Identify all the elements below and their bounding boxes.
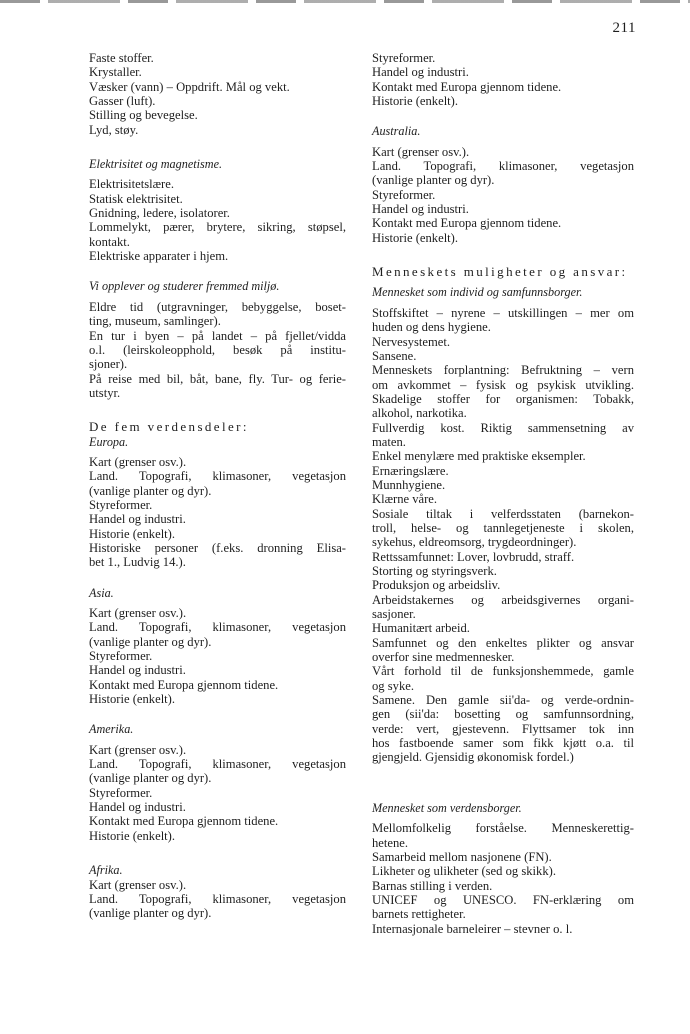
text-line: Barnas stilling i verden. bbox=[372, 878, 493, 893]
text-line: Gnidning, ledere, isolatorer. bbox=[89, 206, 230, 221]
text-line: Nervesystemet. bbox=[372, 334, 450, 349]
right-column bbox=[372, 51, 634, 936]
text-line: Klærne våre. bbox=[372, 492, 438, 507]
left-column bbox=[89, 51, 346, 921]
text-line: (vanlige planter og dyr). bbox=[89, 634, 212, 649]
section-europa bbox=[89, 435, 346, 570]
text-line: ting, museum, samlinger). bbox=[89, 314, 221, 329]
text-line: Kontakt med Europa gjennom tidene. bbox=[372, 79, 562, 94]
page-number: 211 bbox=[612, 20, 636, 36]
text-line: Styreformer. bbox=[89, 649, 153, 664]
section-elektrisitet bbox=[89, 157, 346, 263]
text-line: Historiske personer (f.eks. dronning Elisa- bbox=[89, 540, 346, 555]
text-line: huden og dens hygiene. bbox=[372, 320, 491, 335]
text-line: Ernæringslære. bbox=[372, 463, 449, 478]
text-line: Land. Topografi, klimasoner, vegetasjon bbox=[89, 891, 346, 906]
muligheter-heading: Menneskets muligheter og ansvar: bbox=[372, 264, 628, 280]
text-line: (vanlige planter og dyr). bbox=[89, 906, 212, 921]
text-line: (vanlige planter og dyr). bbox=[89, 771, 212, 786]
text-line: Historie (enkelt). bbox=[372, 94, 459, 109]
text-line: barnets rettigheter. bbox=[372, 907, 466, 922]
text-line: Samarbeid mellom nasjonene (FN). bbox=[372, 849, 552, 864]
text-line: UNICEF og UNESCO. FN-erklæring om bbox=[372, 892, 634, 907]
text-line: Handel og industri. bbox=[89, 663, 186, 678]
text-line: Arbeidstakernes og arbeidsgivernes organi- bbox=[372, 592, 634, 607]
text-line: Munnhygiene. bbox=[372, 477, 446, 492]
verdensdeler-heading: De fem verdensdeler: bbox=[89, 419, 249, 435]
section-stoffer bbox=[89, 51, 346, 137]
text-line: Menneskets forplantning: Befruktning – vern bbox=[372, 363, 634, 378]
text-line: Lyd, støy. bbox=[89, 122, 139, 137]
section-continued bbox=[372, 51, 634, 108]
text-line: Sansene. bbox=[372, 348, 417, 363]
text-line: Kart (grenser osv.). bbox=[372, 144, 470, 159]
text-line: Historie (enkelt). bbox=[89, 526, 176, 541]
text-line: Fullverdig kost. Riktig sammensetning av bbox=[372, 420, 634, 435]
text-line: Styreformer. bbox=[372, 187, 436, 202]
text-line: Handel og industri. bbox=[89, 800, 186, 815]
text-line: (vanlige planter og dyr). bbox=[89, 483, 212, 498]
text-line: sjoner). bbox=[89, 357, 128, 372]
text-line: og syke. bbox=[372, 678, 414, 693]
text-line: kontakt. bbox=[89, 234, 130, 249]
text-line: Samene. Den gamle sii'da- og verde-ordnin- bbox=[372, 693, 634, 708]
text-line: Styreformer. bbox=[89, 497, 153, 512]
text-line: Lommelykt, pærer, brytere, sikring, støpsel, bbox=[89, 220, 346, 235]
text-line: utstyr. bbox=[89, 385, 121, 400]
text-line: Stoffskiftet – nyrene – utskillingen – mer om bbox=[372, 305, 634, 320]
text-line: Styreformer. bbox=[89, 785, 153, 800]
text-line: Kart (grenser osv.). bbox=[89, 606, 187, 620]
text-line: Kart (grenser osv.). bbox=[89, 742, 187, 757]
text-line: Stilling og bevegelse. bbox=[89, 108, 198, 123]
text-line: Land. Topografi, klimasoner, vegetasjon bbox=[89, 469, 346, 484]
text-line: Sosiale tiltak i velferdsstaten (barnekon- bbox=[372, 506, 634, 521]
text-line: hos fastboende samer som fikk kjøtt o.a. til bbox=[372, 736, 634, 751]
text-line: Samfunnet og den enkeltes plikter og ansvar bbox=[372, 635, 634, 650]
section-amerika bbox=[89, 722, 346, 843]
text-line: gjengjeld. Gjensidig økonomisk fordel.) bbox=[372, 750, 574, 765]
text-line: Historie (enkelt). bbox=[372, 230, 459, 245]
text-line: Internasjonale barneleirer – stevner o. l. bbox=[372, 921, 573, 936]
text-line: Faste stoffer. bbox=[89, 51, 154, 65]
section-miljo bbox=[89, 279, 346, 400]
text-line: Kontakt med Europa gjennom tidene. bbox=[372, 216, 562, 231]
text-line: Handel og industri. bbox=[372, 65, 469, 80]
section-australia bbox=[372, 124, 634, 245]
text-line: Kart (grenser osv.). bbox=[89, 877, 187, 892]
section-heading: Europa. bbox=[89, 434, 129, 449]
text-line: Land. Topografi, klimasoner, vegetasjon bbox=[89, 620, 346, 635]
text-line: Likheter og ulikheter (sed og skikk). bbox=[372, 864, 556, 879]
section-heading: Mennesket som verdensborger. bbox=[372, 800, 522, 815]
section-individ bbox=[372, 285, 634, 764]
text-line: Enkel menylære med praktiske eksempler. bbox=[372, 449, 586, 464]
text-line: alkohol, narkotika. bbox=[372, 406, 467, 421]
section-verdensborger bbox=[372, 801, 634, 936]
text-line: Statisk elektrisitet. bbox=[89, 191, 183, 206]
text-line: Storting og styringsverk. bbox=[372, 564, 497, 578]
text-line: Land. Topografi, klimasoner, vegetasjon bbox=[372, 159, 634, 174]
section-heading: Asia. bbox=[89, 585, 114, 600]
text-line: En tur i byen – på landet – på fjellet/vidda bbox=[89, 328, 346, 343]
text-line: Mellomfolkelig forståelse. Menneskerettig- bbox=[372, 821, 634, 836]
text-line: Elektriske apparater i hjem. bbox=[89, 249, 229, 264]
text-line: hetene. bbox=[372, 835, 409, 850]
text-line: Elektrisitetslære. bbox=[89, 177, 174, 192]
section-heading: Afrika. bbox=[89, 863, 123, 878]
text-line: om avkommet – fysisk og psykisk utvikling. bbox=[372, 377, 634, 392]
text-line: Kontakt med Europa gjennom tidene. bbox=[89, 677, 279, 692]
section-heading: Vi opplever og studerer fremmed miljø. bbox=[89, 279, 280, 294]
text-line: Væsker (vann) – Oppdrift. Mål og vekt. bbox=[89, 79, 290, 94]
text-line: Kart (grenser osv.). bbox=[89, 454, 187, 469]
text-line: Eldre tid (utgravninger, bebyggelse, boset- bbox=[89, 299, 346, 314]
text-line: Krystaller. bbox=[89, 65, 142, 80]
top-border-rule bbox=[0, 0, 690, 3]
text-line: bet 1., Ludvig 14.). bbox=[89, 555, 186, 570]
section-heading: Australia. bbox=[372, 124, 421, 139]
section-afrika bbox=[89, 863, 346, 920]
text-line: (vanlige planter og dyr). bbox=[372, 173, 495, 188]
text-line: Styreformer. bbox=[372, 51, 436, 65]
text-line: Kontakt med Europa gjennom tidene. bbox=[89, 814, 279, 829]
text-line: Land. Topografi, klimasoner, vegetasjon bbox=[89, 757, 346, 772]
text-line: sykehus, eldreomsorg, trygdeordninger). bbox=[372, 535, 577, 550]
text-line: sasjoner. bbox=[372, 607, 416, 622]
text-line: Historie (enkelt). bbox=[89, 828, 176, 843]
text-line: verde: vert, gjestevenn. Flyttsamer tok inn bbox=[372, 721, 634, 736]
text-line: Skadelige stoffer for organismen: Tobakk, bbox=[372, 391, 634, 406]
text-line: Handel og industri. bbox=[372, 202, 469, 217]
text-line: På reise med bil, båt, bane, fly. Tur- og ferie- bbox=[89, 371, 346, 386]
text-line: Produksjon og arbeidsliv. bbox=[372, 578, 501, 593]
text-line: Gasser (luft). bbox=[89, 94, 156, 109]
text-line: Rettssamfunnet: Lover, lovbrudd, straff. bbox=[372, 549, 575, 564]
text-line: o.l. (leirskoleopphold, besøk på institu- bbox=[89, 342, 346, 357]
section-heading: Amerika. bbox=[89, 722, 134, 737]
section-heading: Mennesket som individ og samfunnsborger. bbox=[372, 285, 583, 300]
text-line: gen (sii'da: bosetting og samfunnsordning, bbox=[372, 707, 634, 722]
text-line: Historie (enkelt). bbox=[89, 692, 176, 707]
text-line: overfor sine medmennesker. bbox=[372, 650, 515, 665]
text-line: Handel og industri. bbox=[89, 512, 186, 527]
text-line: troll, helse- og tannlegetjeneste i skolen, bbox=[372, 520, 634, 535]
text-line: maten. bbox=[372, 434, 406, 449]
text-line: Vårt forhold til de funksjonshemmede, gamle bbox=[372, 664, 634, 679]
section-asia bbox=[89, 586, 346, 707]
text-line: Humanitært arbeid. bbox=[372, 621, 470, 636]
section-heading: Elektrisitet og magnetisme. bbox=[89, 157, 223, 172]
